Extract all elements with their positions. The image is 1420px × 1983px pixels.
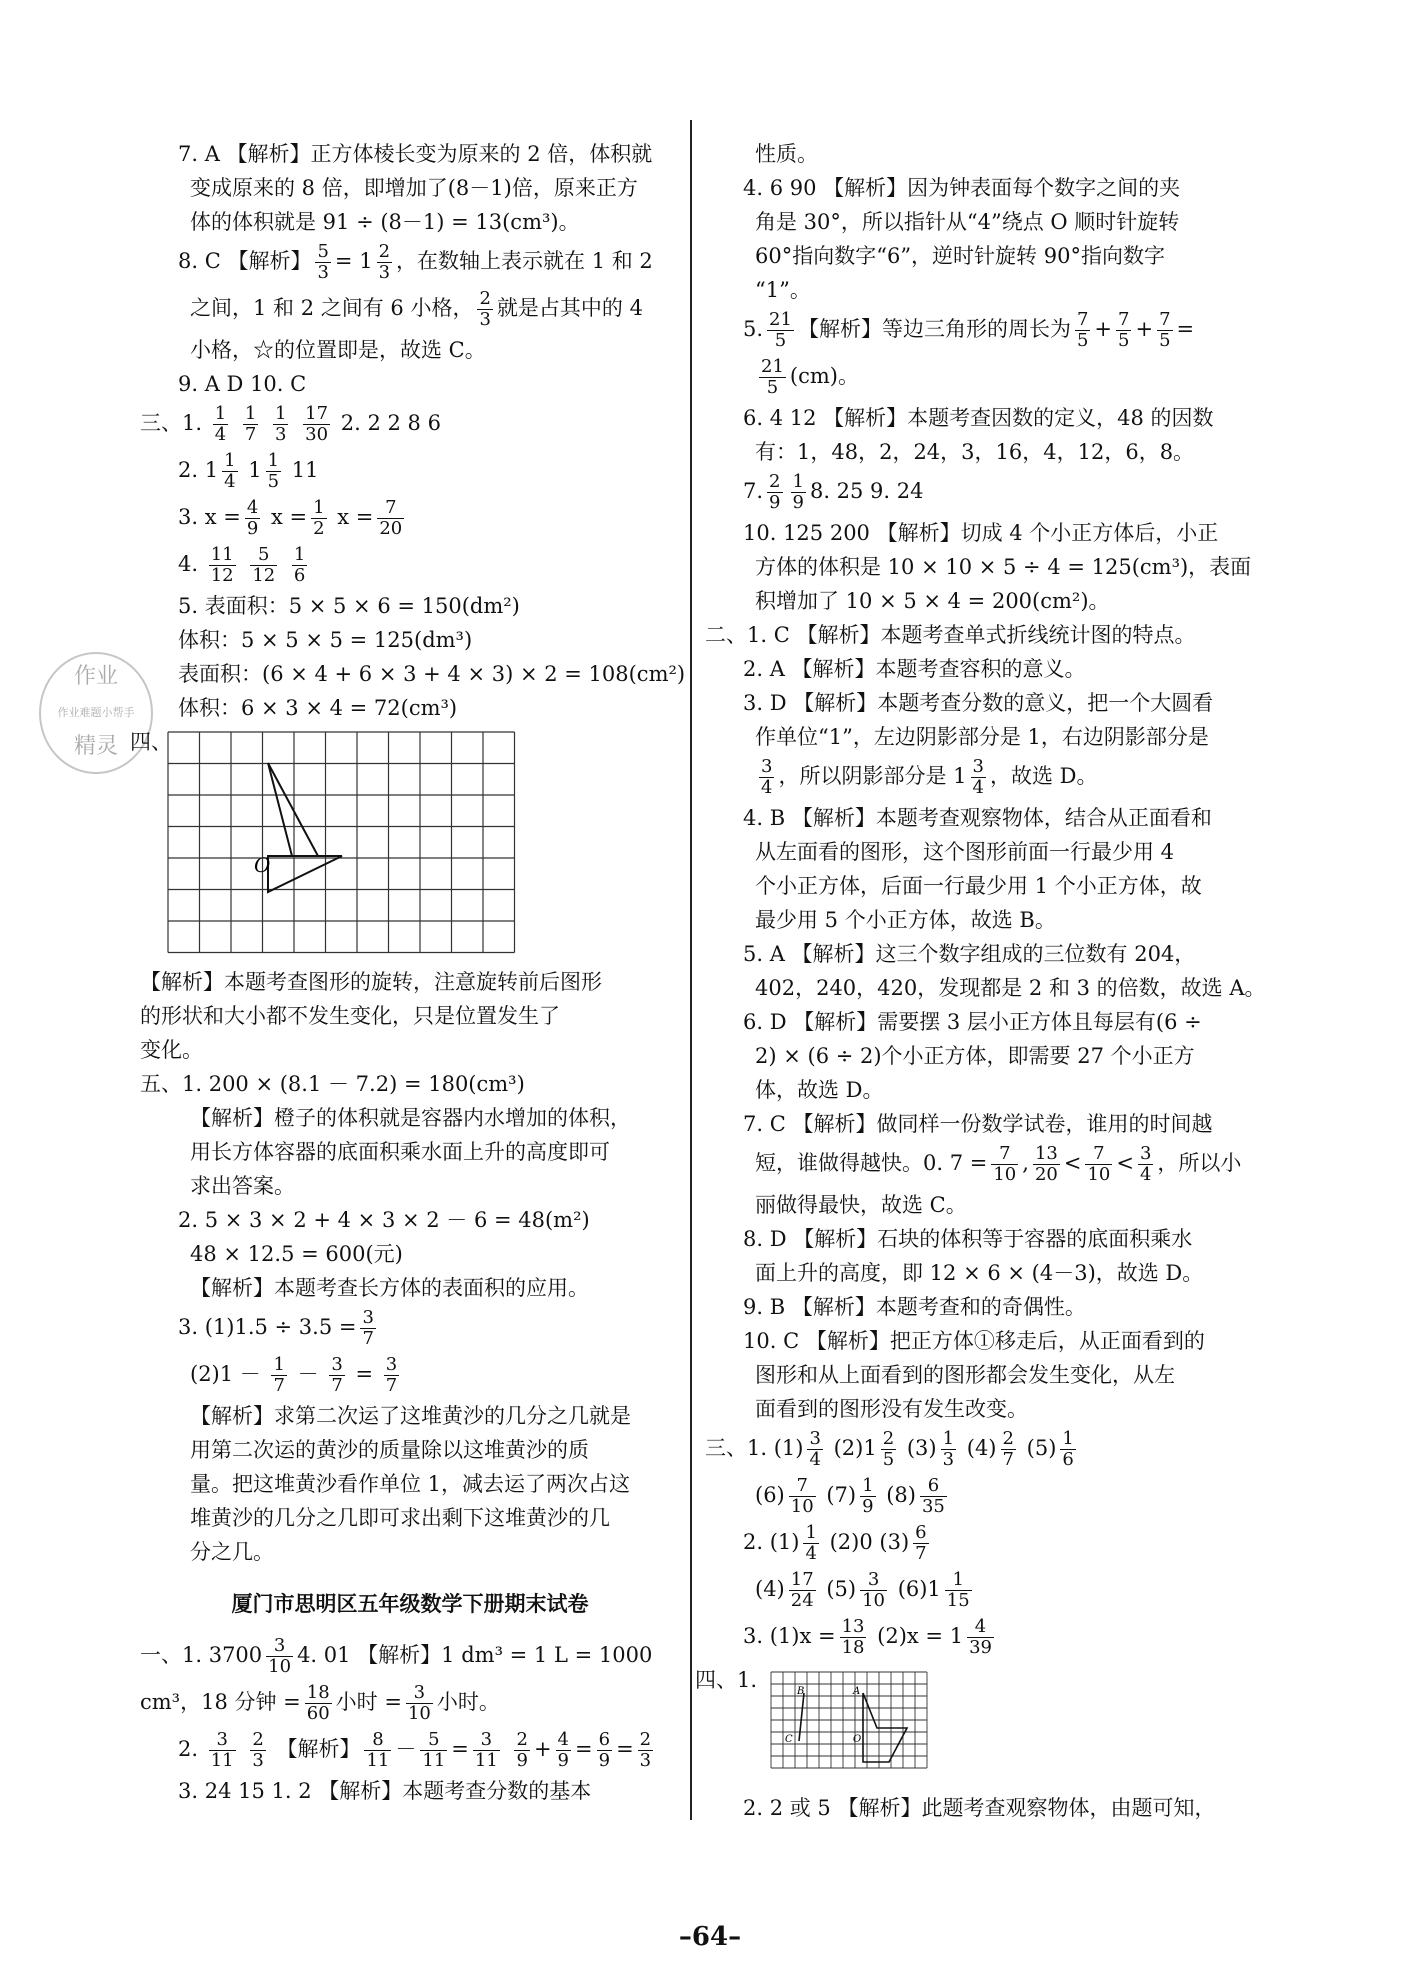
r-section-2-3-cont2: $\frac{3}{4}$ ，所以阴影部分是 1 $\frac{3}{4}$ ，故选 D。 [761, 756, 1098, 798]
rotation-grid-figure [130, 728, 680, 958]
r-section-2-7-cont2: 丽做得最快，故选 C。 [755, 1193, 967, 1217]
r-section-2-5-cont: 402，240，420，发现都是 2 和 3 的倍数，故选 A。 [755, 976, 1266, 1000]
exam-q2: 2. $\frac{3}{11}$ $\frac{2}{3}$ 【解析】 $\frac{8}{11}$ － $\frac{5}{11}$ = $\frac{3}{11}$ $\frac{2}{9}$ + $\frac{4}{9}$ = $\frac{6}{9}$ = $\frac{2}{3}$ [178, 1729, 652, 1771]
section-3-1: 三、1. $\frac{1}{4}$ $\frac{1}{7}$ $\frac{1}{3}$ $\frac{17}{30}$ 2. 2 2 8 6 [140, 403, 441, 445]
r-section-2-1: 二、1. C 【解析】本题考查单式折线统计图的特点。 [705, 623, 1196, 647]
r-section-3-3: 3. (1)x = $\frac{13}{18}$ (2)x = 1 $\frac{4}{39}$ [743, 1616, 992, 1658]
r-section-2-6: 6. D 【解析】需要摆 3 层小正方体且每层有(6 ÷ [743, 1010, 1202, 1034]
grid2-label-c: C [785, 1734, 793, 1745]
r-section-3-2: 2. (1) $\frac{1}{4}$ (2)0 (3) $\frac{6}{7}$ [743, 1522, 927, 1564]
section-5-3-analysis-2: 用第二次运的黄沙的质量除以这堆黄沙的质 [190, 1438, 589, 1462]
r-section-2-4: 4. B 【解析】本题考查观察物体，结合从正面看和 [743, 806, 1212, 830]
r-section-2-7: 7. C 【解析】做同样一份数学试卷，谁用的时间越 [743, 1112, 1213, 1136]
r-section-2-8: 8. D 【解析】石块的体积等于容器的底面积乘水 [743, 1227, 1193, 1251]
r-section-2-8-cont: 面上升的高度，即 12 × 6 × (4－3)，故选 D。 [755, 1261, 1204, 1285]
r-answer-5-cont: $\frac{21}{5}$ (cm)。 [761, 356, 859, 398]
stamp-line3: 精灵 [73, 734, 119, 759]
exam-q1-cont: cm³，18 分钟 = $\frac{18}{60}$ 小时 = $\frac{3}{10}$ 小时。 [140, 1682, 500, 1724]
r-answer-10: 10. 125 200 【解析】切成 4 个小正方体后，小正 [743, 521, 1219, 545]
watermark-stamp [36, 648, 156, 778]
section-5-3-analysis-4: 堆黄沙的几分之几即可求出剩下这堆黄沙的几 [190, 1506, 610, 1530]
section-5-1-analysis: 【解析】橙子的体积就是容器内水增加的体积， [190, 1106, 631, 1130]
exam-q1: 一、1. 3700 $\frac{3}{10}$ 4. 01 【解析】1 dm³ = 1 L = 1000 [140, 1635, 653, 1677]
r-answer-7: 7. $\frac{2}{9}$ $\frac{1}{9}$ 8. 25 9. 24 [743, 471, 924, 513]
r-section-2-2: 2. A 【解析】本题考查容积的意义。 [743, 657, 1086, 681]
section-5-3-1: 3. (1)1.5 ÷ 3.5 = $\frac{3}{7}$ [178, 1307, 374, 1349]
r-grid [767, 1668, 967, 1783]
grid2-label-b: B [797, 1686, 805, 1697]
r-answer-10-cont: 方体的体积是 10 × 10 × 5 ÷ 4 = 125(cm³)，表面 [755, 555, 1252, 579]
r-section-2-7-cont: 短，谁做得越快。0. 7 = $\frac{7}{10}$ , $\frac{13}{20}$ < $\frac{7}{10}$ < $\frac{3}{4}$ ，所以小 [755, 1143, 1242, 1185]
r-answer-4: 4. 6 90 【解析】因为钟表面每个数字之间的夹 [743, 176, 1181, 200]
exam-title: 厦门市思明区五年级数学下册期末试卷 [231, 1592, 589, 1616]
grid2-label-a: A [853, 1686, 861, 1697]
r-section-2-4-cont3: 最少用 5 个小正方体，故选 B。 [755, 908, 1056, 932]
exam-q3: 3. 24 15 1. 2 【解析】本题考查分数的基本 [178, 1779, 592, 1803]
section-5-3-2: (2)1 － $\frac{1}{7}$ － $\frac{3}{7}$ = $\frac{3}{7}$ [190, 1354, 398, 1396]
answer-8-cont: 之间，1 和 2 之间有 6 小格， $\frac{2}{3}$ 就是占其中的 4 [190, 288, 643, 330]
r-answer-5: 5. $\frac{21}{5}$ 【解析】等边三角形的周长为 $\frac{7}{5}$ + $\frac{7}{5}$ + $\frac{7}{5}$ = [743, 309, 1195, 351]
r-answer-4-cont3: “1”。 [755, 278, 811, 302]
r-section-2-5: 5. A 【解析】这三个数字组成的三位数有 204， [743, 942, 1196, 966]
answer-8-cont2: 小格，☆的位置即是，故选 C。 [190, 338, 486, 362]
answer-9-10: 9. A D 10. C [178, 372, 307, 396]
r-section-2-9: 9. B 【解析】本题考查和的奇偶性。 [743, 1295, 1086, 1319]
section-5-2-analysis: 【解析】本题考查长方体的表面积的应用。 [190, 1276, 589, 1300]
r-section-4-2: 2. 2 或 5 【解析】此题考查观察物体，由题可知， [743, 1796, 1216, 1820]
section-4-analysis: 【解析】本题考查图形的旋转，注意旋转前后图形 [140, 970, 602, 994]
r-section-3-1: 三、1. (1) $\frac{3}{4}$ (2)1 $\frac{2}{5}$ (3) $\frac{1}{3}$ (4) $\frac{2}{7}$ (5) $\frac{1}{6}$ [705, 1428, 1074, 1470]
left-column [130, 140, 686, 1811]
column-divider [690, 120, 692, 1820]
r-answer-6: 6. 4 12 【解析】本题考查因数的定义，48 的因数 [743, 406, 1214, 430]
stamp-line2: 作业难题小帮手 [57, 706, 135, 719]
rotated-triangles [268, 763, 342, 892]
r-answer-4-cont: 角是 30°，所以指针从“4”绕点 O 顺时针旋转 [755, 210, 1180, 234]
section-5-3-analysis-5: 分之几。 [190, 1540, 274, 1564]
rotation-grid [164, 728, 524, 958]
section-3-2: 2. 1 $\frac{1}{4}$ 1 $\frac{1}{5}$ 11 [178, 450, 319, 492]
r-section-2-10: 10. C 【解析】把正方体①移走后，从正面看到的 [743, 1329, 1205, 1353]
section-4-analysis-2: 的形状和大小都不发生变化，只是位置发生了 [140, 1004, 560, 1028]
r-section-2-6-cont2: 体，故选 D。 [755, 1078, 884, 1102]
r-section-2-3-cont: 作单位“1”，左边阴影部分是 1，右边阴影部分是 [755, 725, 1209, 749]
section-5-2: 2. 5 × 3 × 2 + 4 × 3 × 2 － 6 = 48(m²) [178, 1208, 590, 1232]
section-3-7: 表面积：(6 × 4 + 6 × 3 + 4 × 3) × 2 = 108(cm²) [178, 662, 686, 686]
stamp-line1: 作业 [73, 664, 119, 689]
section-4-analysis-3: 变化。 [140, 1038, 203, 1062]
answer-7-cont: 变成原来的 8 倍，即增加了(8－1)倍，原来正方 [190, 176, 638, 200]
r-section-2-10-cont2: 面看到的图形没有发生改变。 [755, 1397, 1028, 1421]
section-5-1: 五、1. 200 × (8.1 － 7.2) = 180(cm³) [140, 1072, 525, 1096]
r-line-1: 性质。 [755, 142, 818, 166]
page-number: –64– [678, 1922, 742, 1952]
section-5-2b: 48 × 12.5 = 600(元) [190, 1242, 403, 1266]
answer-7: 7. A 【解析】正方体棱长变为原来的 2 倍，体积就 [178, 142, 653, 166]
section-3-6: 体积：5 × 5 × 5 = 125(dm³) [178, 628, 473, 652]
answer-8: 8. C 【解析】 $\frac{5}{3}$ = 1 $\frac{2}{3}$ ，在数轴上表示就在 1 和 2 [178, 241, 653, 283]
r-section-3-1-cont: (6) $\frac{7}{10}$ (7) $\frac{1}{9}$ (8) $\frac{6}{35}$ [755, 1475, 945, 1517]
section-3-5: 5. 表面积：5 × 5 × 6 = 150(dm²) [178, 594, 520, 618]
r-answer-10-cont2: 积增加了 10 × 5 × 4 = 200(cm²)。 [755, 589, 1110, 613]
section-3-3: 3. x = $\frac{4}{9}$ x = $\frac{1}{2}$ x = $\frac{7}{20}$ [178, 497, 403, 539]
section-3-8: 体积：6 × 3 × 4 = 72(cm³) [178, 696, 458, 720]
section-5-3-analysis: 【解析】求第二次运了这堆黄沙的几分之几就是 [190, 1404, 631, 1428]
section-5-1-analysis-3: 求出答案。 [190, 1174, 295, 1198]
r-section-2-10-cont: 图形和从上面看到的图形都会发生变化，从左 [755, 1363, 1175, 1387]
grid-point-o: O [254, 853, 271, 877]
right-column [695, 140, 1275, 1828]
answer-7-cont2: 体的体积就是 91 ÷ (8－1) = 13(cm³)。 [190, 210, 580, 234]
r-section-4-label: 四、1. [695, 1668, 758, 1692]
r-section-3-2-cont: (4) $\frac{17}{24}$ (5) $\frac{3}{10}$ (6)1 $\frac{1}{15}$ [755, 1569, 970, 1611]
r-section-2-6-cont: 2) × (6 ÷ 2)个小正方体，即需要 27 个小正方 [755, 1044, 1195, 1068]
r-section-2-4-cont: 从左面看的图形，这个图形前面一行最少用 4 [755, 840, 1175, 864]
r-section-2-4-cont2: 个小正方体，后面一行最少用 1 个小正方体，故 [755, 874, 1202, 898]
r-section-2-3: 3. D 【解析】本题考查分数的意义，把一个大圆看 [743, 691, 1214, 715]
section-4-label: 四、 [130, 730, 172, 754]
section-5-1-analysis-2: 用长方体容器的底面积乘水面上升的高度即可 [190, 1140, 610, 1164]
grid2-label-o: O [853, 1734, 862, 1745]
section-5-3-analysis-3: 量。把这堆黄沙看作单位 1，减去运了两次占这 [190, 1472, 631, 1496]
section-4-grid-figure [695, 1664, 1275, 1784]
r-answer-4-cont2: 60°指向数字“6”，逆时针旋转 90°指向数字 [755, 244, 1165, 268]
r-answer-6-cont: 有：1，48，2，24，3，16，4，12，6，8。 [755, 440, 1195, 464]
section-3-4: 4. $\frac{11}{12}$ $\frac{5}{12}$ $\frac{1}{6}$ [178, 544, 306, 586]
